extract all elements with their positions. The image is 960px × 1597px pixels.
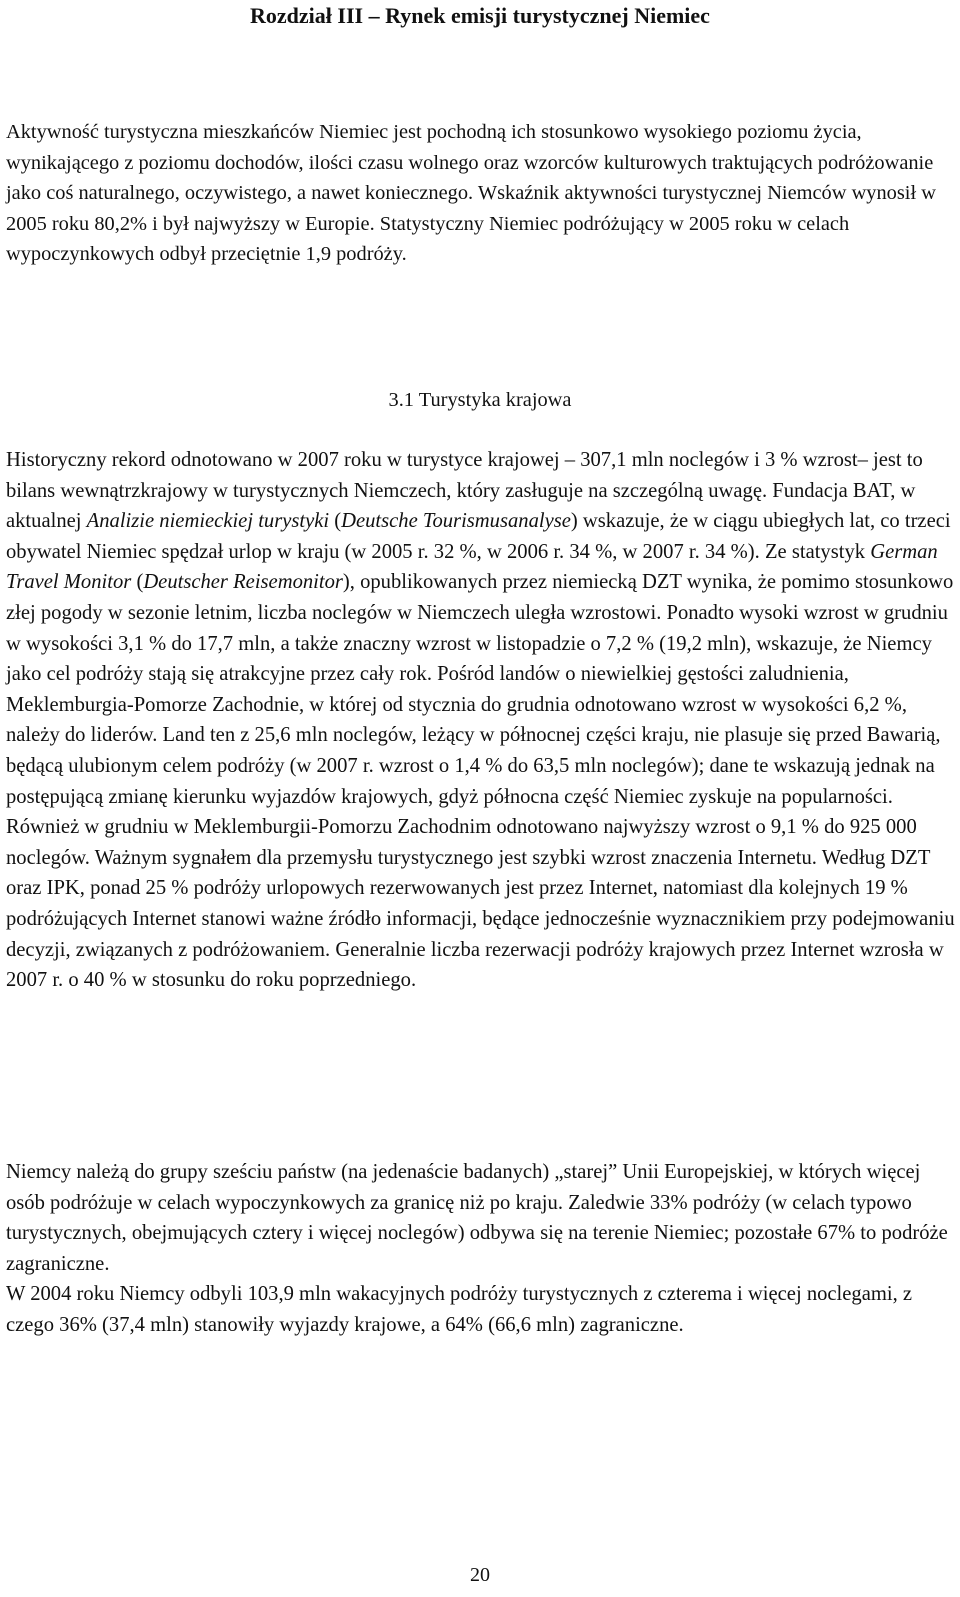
closing-section	[6, 1157, 956, 1341]
italic-title-travel-monitor: German Travel Monitor	[6, 540, 938, 594]
main-text-part-1: Historyczny rekord odnotowano w 2007 roku w turystyce krajowej – 307,1 mln noclegów i 3 % wzrost– jest to bilans wewnątrzkrajowy w turystycznych Niemczech, który zasługuje na szczególną uwagę. Fundacja BAT, w aktualnej	[6, 449, 923, 533]
chapter-title: Rozdział III – Rynek emisji turystycznej Niemiec	[250, 3, 710, 28]
main-text-part-4: (	[131, 571, 144, 594]
page-number: 20	[470, 1564, 490, 1586]
main-text-part-5: ), opublikowanych przez niemiecką DZT wynika, że pomimo stosunkowo złej pogody w sezonie letnim, liczba noclegów w Niemczech uległa wzrostowi. Ponadto wysoki wzrost w grudniu w wysokości 3,1 % do 17,7 mln, a także znaczny wzrost w listopadzie o 7,2 % (19,2 mln), wskazuje, że Niemcy jako cel podróży stają się atrakcyjne przez cały rok. Pośród landów o niewielkiej gęstości zaludnienia, Meklemburgia-Pomorze Zachodnie, w której od stycznia do grudnia odnotowano wzrost w wysokości 6,2 %, należy do liderów. Land ten z 25,6 mln noclegów, leżący w północnej części kraju, nie plasuje się przed Bawarią, będącą ulubionym celem podróży (w 2007 r. wzrost o 1,4 % do 63,5 mln noclegów); dane te wskazują jednak na postępującą zmianę kierunku wyjazdów krajowych, gdyż północna część Niemiec zyskuje na popularności. Również w grudniu w Meklemburgii-Pomorzu Zachodnim odnotowano najwyższy wzrost o 9,1 % do 925 000 noclegów. Ważnym sygnałem dla przemysłu turystycznego jest szybki wzrost znaczenia Internetu. Według DZT oraz IPK, ponad 25 % podróży urlopowych rezerwowanych jest przez Internet, natomiast dla kolejnych 19 % podróżujących Internet stanowi ważne źródło informacji, będące jednocześnie wyznacznikiem przy podejmowaniu decyzji, związanych z podróżowaniem. Generalnie liczba rezerwacji podróży krajowych przez Internet wzrosła w 2007 r. o 40 % w stosunku do roku poprzedniego.	[6, 571, 955, 992]
italic-title-tourismusanalyse: Deutsche Tourismusanalyse	[341, 510, 571, 533]
main-text-part-3: ) wskazuje, że w ciągu ubiegłych lat, co trzeci obywatel Niemiec spędzał urlop w kraju (w 2005 r. 32 %, w 2006 r. 34 %, w 2007 r. 34 %). Ze statystyk	[6, 510, 951, 563]
section-heading: 3.1 Turystyka krajowa	[388, 389, 572, 411]
main-text-part-2: (	[329, 510, 342, 533]
intro-paragraph: Aktywność turystyczna mieszkańców Niemiec jest pochodną ich stosunkowo wysokiego poziomu życia, wynikającego z poziomu dochodów, ilości czasu wolnego oraz wzorców kulturowych traktujących podróżowanie jako coś naturalnego, oczywistego, a nawet koniecznego. Wskaźnik aktywności turystycznej Niemców wynosił w 2005 roku 80,2% i był najwyższy w Europie. Statystyczny Niemiec podróżujący w 2005 roku w celach wypoczynkowych odbył przeciętnie 1,9 podróży.	[6, 121, 936, 266]
closing-paragraph-2: W 2004 roku Niemcy odbyli 103,9 mln wakacyjnych podróży turystycznych z czterema i więcej noclegami, z czego 36% (37,4 mln) stanowiły wyjazdy krajowe, a 64% (66,6 mln) zagraniczne.	[6, 1283, 913, 1336]
italic-title-analysis: Analizie niemieckiej turystyki	[86, 510, 330, 533]
closing-paragraph-1: Niemcy należą do grupy sześciu państw (na jedenaście badanych) „starej” Unii Europejskiej, w których więcej osób podróżuje w celach wypoczynkowych za granicę niż po kraju. Zaledwie 33% podróży (w celach typowo turystycznych, obejmujących cztery i więcej noclegów) odbywa się na terenie Niemiec; pozostałe 67% to podróże zagraniczne.	[6, 1161, 948, 1275]
main-paragraph	[6, 445, 956, 996]
italic-title-reisemonitor: Deutscher Reisemonitor	[143, 571, 343, 594]
